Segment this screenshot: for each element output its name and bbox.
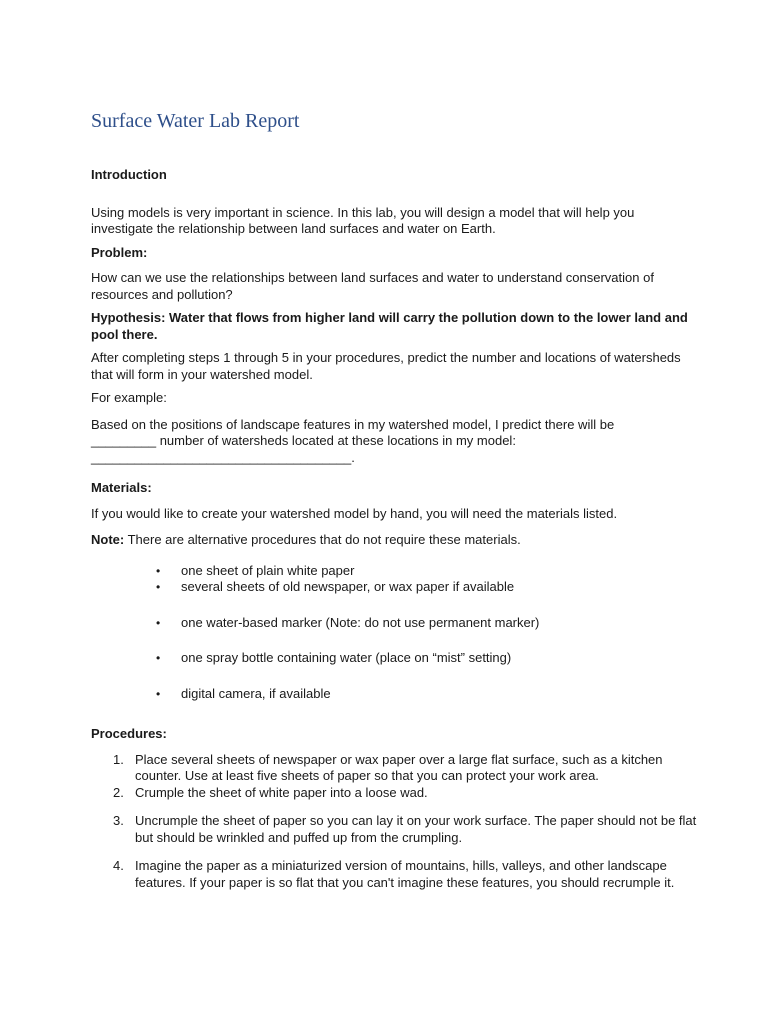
bullet-icon: • [156, 651, 161, 665]
example-blank-2[interactable]: ____________________________________. [91, 449, 355, 465]
example-text-2: number of watersheds located at these locations in my model: [156, 433, 516, 448]
list-item-text: one sheet of plain white paper [181, 562, 355, 578]
procedures-list [91, 751, 697, 892]
procedures-label: Procedures: [91, 726, 167, 741]
document-page [91, 108, 697, 891]
document-title: Surface Water Lab Report [91, 110, 300, 132]
step-text: Uncrumple the sheet of paper so you can lay it on your work surface. The paper should not be flat but should be wrinkled and puffed up from the crumpling. [135, 813, 697, 845]
example-blank-1[interactable]: _________ [91, 433, 157, 448]
step-number: 4. [113, 858, 124, 873]
materials-label: Materials: [91, 480, 152, 495]
bullet-icon: • [156, 615, 161, 630]
note-text: There are alternative procedures that do not require these materials. [124, 532, 521, 547]
bullet-icon: • [156, 580, 161, 594]
step-number: 3. [113, 813, 124, 828]
problem-label: Problem: [91, 244, 148, 260]
step-number: 2. [113, 784, 124, 800]
list-item [156, 686, 691, 703]
step-text: Imagine the paper as a miniaturized version of mountains, hills, valleys, and other landscape features. If your paper is so flat that you can't imagine these features, you should recrumple it. [135, 858, 675, 890]
introduction-text: Using models is very important in science. In this lab, you will design a model that will help you investigate the relationship between land surfaces and water on Earth. [91, 204, 635, 236]
bullet-icon: • [156, 686, 161, 701]
list-item [113, 752, 705, 785]
problem-text: How can we use the relationships between land surfaces and water to understand conservation of resources and pollution? [91, 270, 654, 302]
list-item [156, 579, 691, 596]
materials-text: If you would like to create your watershed model by hand, you will need the materials listed. [91, 505, 618, 521]
list-item [156, 615, 691, 632]
example-text-1: Based on the positions of landscape features in my watershed model, I predict there will be [91, 416, 615, 432]
materials-list [91, 563, 691, 703]
list-item-text: one spray bottle containing water (place on “mist” setting) [181, 650, 512, 665]
step-text: Place several sheets of newspaper or wax paper over a large flat surface, such as a kitchen counter. Use at least five sheets of paper so that you can protect your work area. [135, 751, 663, 783]
list-item-text: digital camera, if available [181, 685, 331, 701]
list-item [113, 813, 705, 846]
list-item [113, 858, 705, 891]
note-label: Note: [91, 532, 125, 547]
list-item [156, 563, 691, 580]
bullet-icon: • [156, 563, 161, 578]
predict-text: After completing steps 1 through 5 in your procedures, predict the number and locations of watersheds that will form in your watershed model. [91, 350, 681, 382]
example-label: For example: [91, 390, 167, 405]
hypothesis-text: Hypothesis: Water that flows from higher land will carry the pollution down to the lower land and pool there. [91, 310, 688, 342]
list-item [156, 650, 691, 667]
step-text: Crumple the sheet of white paper into a loose wad. [135, 784, 428, 800]
example-paragraph [91, 417, 691, 467]
list-item-text: one water-based marker (Note: do not use permanent marker) [181, 614, 540, 630]
list-item-text: several sheets of old newspaper, or wax paper if available [181, 579, 515, 594]
introduction-heading: Introduction [91, 167, 167, 182]
step-number: 1. [113, 751, 124, 767]
note-paragraph [91, 532, 691, 549]
list-item [113, 785, 705, 802]
